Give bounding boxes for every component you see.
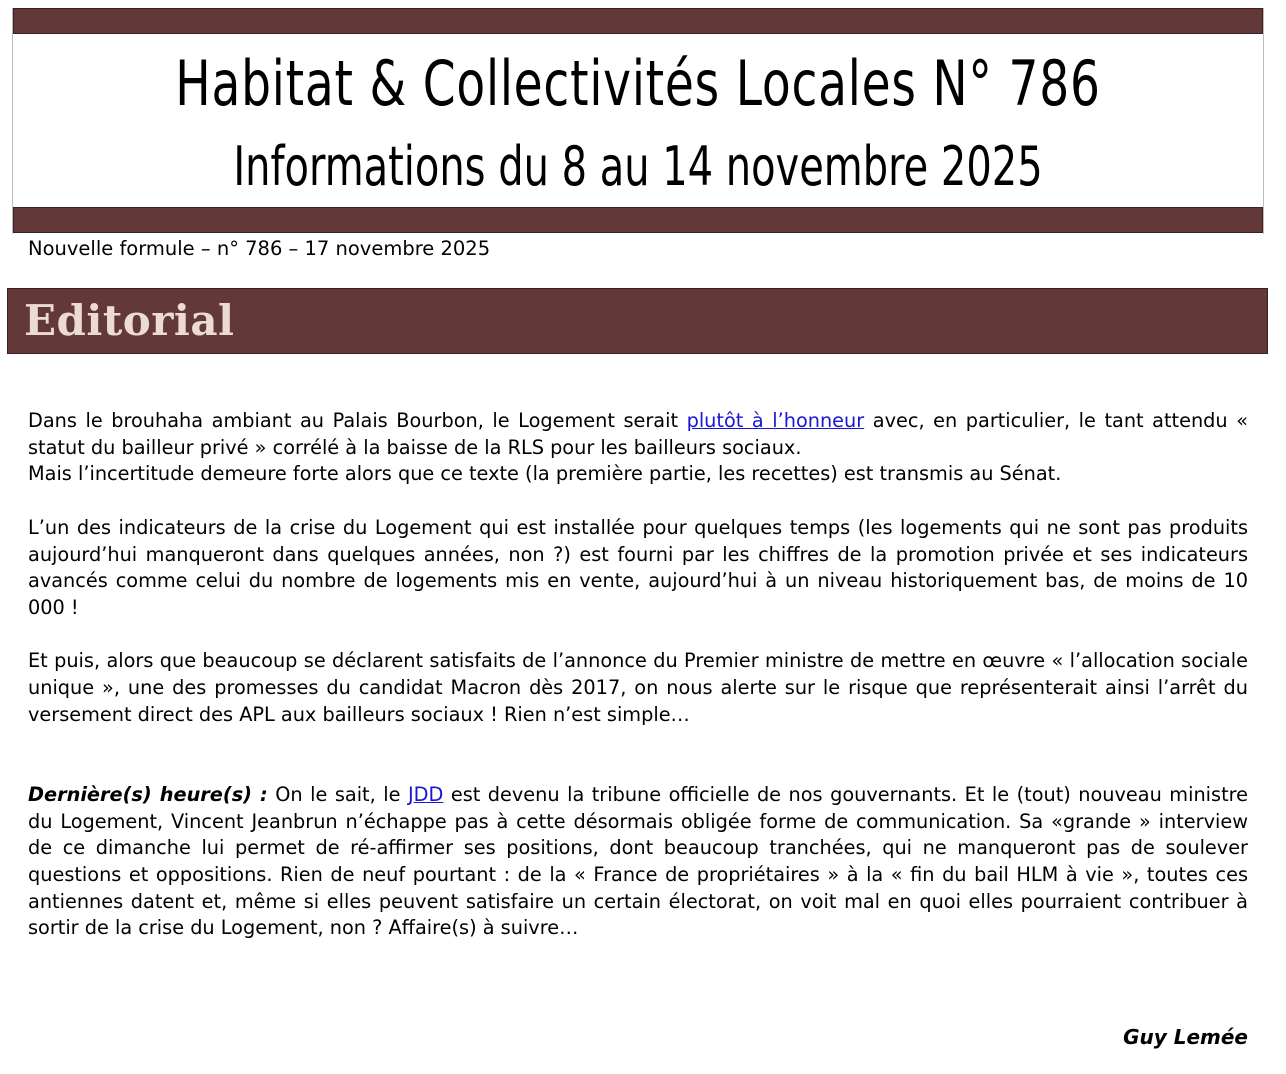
paragraph-spacer (28, 622, 1248, 649)
newsletter-subtitle: Informations du 8 au 14 novembre 2025 (233, 135, 1043, 198)
paragraph-spacer (28, 728, 1248, 781)
masthead-top-bar (13, 8, 1263, 34)
honneur-link[interactable]: plutôt à l’honneur (686, 409, 865, 432)
masthead-bottom-bar (13, 207, 1263, 233)
paragraph-senat: Mais l’incertitude demeure forte alors que ce texte (la première partie, les recettes) est transmis au Sénat. (28, 462, 1062, 486)
editorial-article (28, 408, 1248, 942)
paragraph-derniere-heure (28, 782, 1248, 942)
paragraph-spacer (28, 488, 1248, 515)
paragraph-text: On le sait, le (267, 782, 408, 806)
section-title: Editorial (24, 296, 235, 345)
jdd-link[interactable]: JDD (407, 782, 444, 806)
paragraph-allocation: Et puis, alors que beaucoup se déclarent satisfaits de l’annonce du Premier ministre de mettre en œuvre « l’allocation sociale unique », une des promesses du candidat Macron dès 2017, on nous alerte sur le risque que représenterait ainsi l’arrêt du versement direct des APL aux bailleurs sociaux ! Rien n’est simple… (28, 649, 1248, 726)
issue-line: Nouvelle formule – n° 786 – 17 novembre 2025 (28, 237, 491, 260)
derniere-heure-lead: Dernière(s) heure(s) : (28, 782, 268, 806)
editorial-section-header (7, 288, 1268, 354)
masthead (12, 8, 1264, 234)
newsletter-title: Habitat & Collectivités Locales N° 786 (175, 47, 1101, 120)
author-signature: Guy Lemée (1123, 1025, 1248, 1049)
paragraph-text: est devenu la tribune officielle de nos gouvernants. Et le (tout) nouveau ministre du Logement, Vincent Jeanbrun n’échappe pas à cette désormais obligée forme de communication. Sa «grande » interview de ce dimanche lui permet de ré-affirmer ses positions, dont beaucoup tranchées, qui ne manqueront pas de soulever questions et oppositions. Rien de neuf pourtant : de la « France de propriétaires » à la « fin du bail HLM à vie », toutes ces antiennes datent et, même si elles peuvent satisfaire un certain électorat, on voit mal en quoi elles pourraient contribuer à sortir de la crise du Logement, non ? Affaire(s) à suivre… (28, 782, 1248, 940)
paragraph-intro (28, 408, 1248, 461)
paragraph-text: Dans le brouhaha ambiant au Palais Bourbon, le Logement serait (28, 409, 687, 432)
paragraph-indicateurs: L’un des indicateurs de la crise du Logement qui est installée pour quelques temps (les logements qui ne sont pas produits aujourd’hui manqueront dans quelques années, non ?) est fourni par les chiffres de la promotion privée et ses indicateurs avancés comme celui du nombre de logements mis en vente, aujourd’hui à un niveau historiquement bas, de moins de 10 000 ! (28, 515, 1248, 619)
paragraph-text: avec, en particulier, le tant attendu « statut du bailleur privé » corrélé à la baisse de la RLS pour les bailleurs sociaux. (28, 409, 1248, 459)
